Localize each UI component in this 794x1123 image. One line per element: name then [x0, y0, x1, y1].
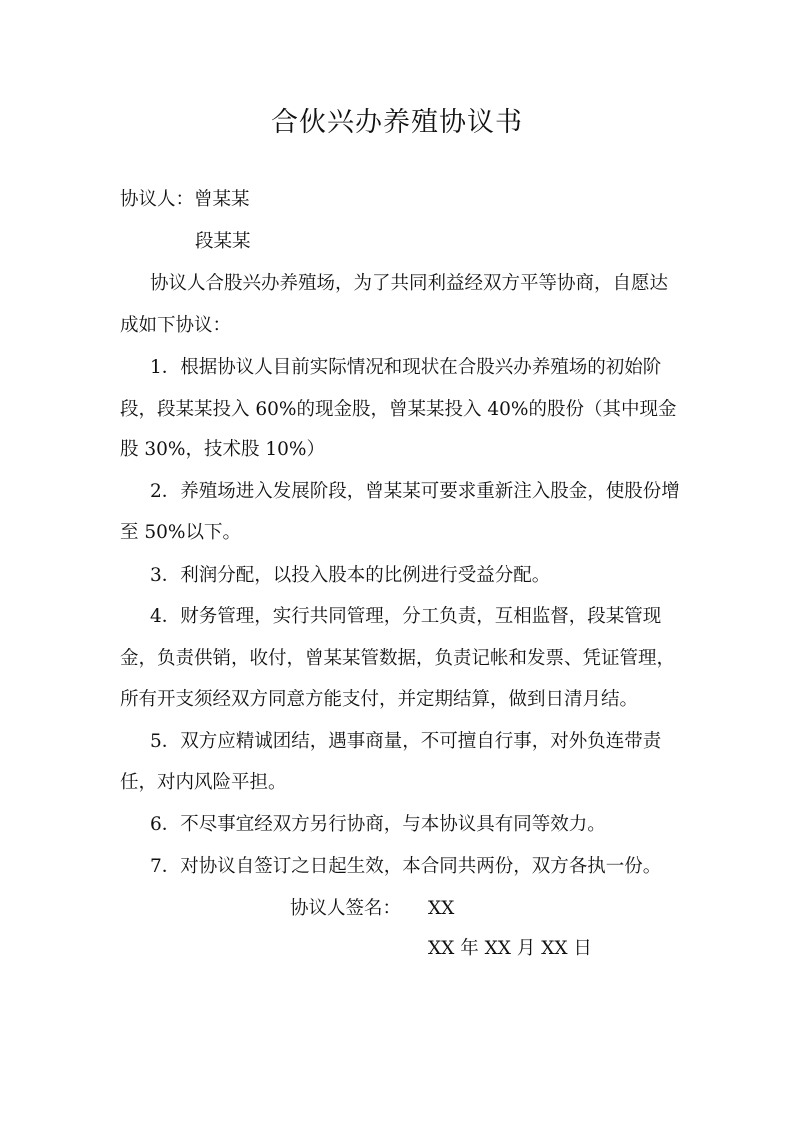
- party-2: 段某某: [195, 231, 251, 252]
- clause-2: 2．养殖场进入发展阶段，曾某某可要求重新注入股金，使股份增: [150, 481, 680, 502]
- document-title: 合伙兴办养殖协议书: [271, 107, 523, 138]
- clause-4: 4．财务管理，实行共同管理，分工负责，互相监督，段某管现: [150, 606, 662, 627]
- signature-value: XX: [428, 898, 455, 919]
- parties-line: [120, 188, 250, 212]
- clause-1: 段，段某某投入 60%的现金股，曾某某投入 40%的股份（其中现金: [120, 399, 677, 420]
- clause-4: 金，负责供销，收付，曾某某管数据，负责记帐和发票、凭证管理，: [120, 648, 676, 669]
- clause-1: 1．根据协议人目前实际情况和现状在合股兴办养殖场的初始阶: [150, 357, 662, 378]
- clause-4: 所有开支须经双方同意方能支付，并定期结算，做到日清月结。: [120, 689, 639, 710]
- clause-3: 3．利润分配，以投入股本的比例进行受益分配。: [150, 565, 551, 586]
- clause-5: 任，对内风险平担。: [120, 772, 287, 793]
- clause-6: 6．不尽事宜经双方另行协商，与本协议具有同等效力。: [150, 814, 606, 835]
- parties-label: 协议人：: [120, 189, 195, 210]
- party-1: 曾某某: [194, 189, 250, 210]
- clause-1: 股 30%，技术股 10%）: [120, 439, 326, 460]
- clause-5: 5．双方应精诚团结，遇事商量，不可擅自行事，对外负连带责: [150, 731, 662, 752]
- intro-line: 成如下协议：: [120, 315, 232, 336]
- date: XX 年 XX 月 XX 日: [428, 938, 592, 959]
- intro-line: 协议人合股兴办养殖场，为了共同利益经双方平等协商，自愿达: [150, 273, 669, 294]
- clause-2: 至 50%以下。: [120, 522, 242, 543]
- signature-label: 协议人签名：: [290, 898, 402, 919]
- clause-7: 7．对协议自签订之日起生效，本合同共两份，双方各执一份。: [150, 856, 662, 877]
